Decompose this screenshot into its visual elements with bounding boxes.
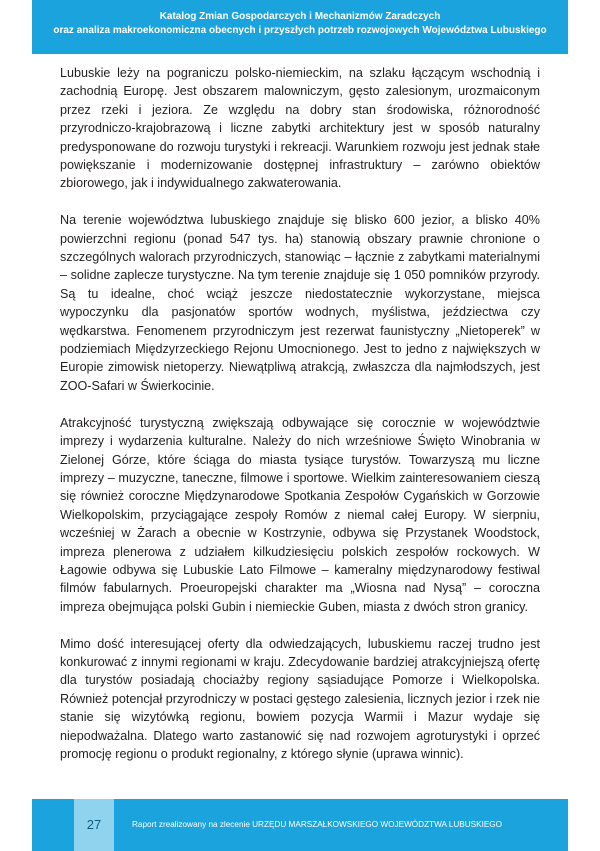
body-text <box>60 64 540 782</box>
paragraph-2: Na terenie województwa lubuskiego znajduje się blisko 600 jezior, a blisko 40% powierzchni regionu (ponad 547 tys. ha) stanowią obszary prawnie chronione o szczególnych walorach przyrodniczych, stanowiąc – łącznie z zabytkami materialnymi – solidne zaplecze turystyczne. Na tym terenie znajduje się 1 050 pomników przyrody. Są tu idealne, choć wciąż jeszcze niedostatecznie wykorzystane, miejsca wypoczynku dla pasjonatów sportów wodnych, myślistwa, jeździectwa czy wędkarstwa. Fenomenem przyrodniczym jest rezerwat faunistyczny „Nietoperek” w podziemiach Międzyrzeckiego Rejonu Umocnionego. Jest to jedno z największych w Europie zimowisk nietoperzy. Niewątpliwą atrakcją, zwłaszcza dla najmłodszych, jest ZOO-Safari w Świerkocinie. <box>60 213 540 393</box>
page-footer <box>32 799 568 851</box>
paragraph-3: Atrakcyjność turystyczną zwiększają odbywające się corocznie w województwie imprezy i wydarzenia kulturalne. Należy do nich wrześniowe Święto Winobrania w Zielonej Górze, które ściąga do miasta tysiące turystów. Towarzyszą mu liczne imprezy – muzyczne, taneczne, filmowe i sportowe. Wielkim zainteresowaniem cieszą się również coroczne Międzynarodowe Spotkania Zespołów Cygańskich w Gorzowie Wielkopolskim, przyciągające zespoły Romów z niemal całej Europy. W sierpniu, wcześniej w Żarach a obecnie w Kostrzynie, odbywa się Przystanek Woodstock, impreza plenerowa z udziałem kilkudziesięciu polskich zespołów rockowych. W Łagowie odbywa się Lubuskie Lato Filmowe – kameralny międzynarodowy festiwal filmów fabularnych. Proeuropejski charakter ma „Wiosna nad Nysą” – coroczna impreza obejmująca polski Gubin i niemieckie Guben, miasta z dwóch stron granicy. <box>60 415 540 614</box>
page-number: 27 <box>74 799 114 851</box>
header-title-line-2: oraz analiza makroekonomiczna obecnych i przyszłych potrzeb rozwojowych Województwa Lubuskiego <box>53 25 547 36</box>
footer-credit: Raport zrealizowany na zlecenie URZĘDU MARSZAŁKOWSKIEGO WOJEWÓDZTWA LUBUSKIEGO <box>132 820 503 829</box>
page-header <box>32 0 568 54</box>
paragraph-1: Lubuskie leży na pograniczu polsko-niemieckim, na szlaku łączącym wschodnią i zachodnią Europę. Jest obszarem malowniczym, gęsto zalesionym, urozmaiconym przez rzeki i jeziora. Ze względu na dobry stan środowiska, różnorodność przyrodniczo-krajobrazową i liczne zabytki architektury jest w sposób naturalny predysponowane do rozwoju turystyki i rekreacji. Warunkiem rozwoju jest jednak stałe powiększanie i modernizowanie dostępnej infrastruktury – zarówno obiektów zbiorowego, jak i indywidualnego zakwaterowania. <box>60 66 540 191</box>
header-title-line-1: Katalog Zmian Gospodarczych i Mechanizmów Zaradczych <box>159 11 441 22</box>
paragraph-4: Mimo dość interesującej oferty dla odwiedzających, lubuskiemu raczej trudno jest konkurować z innymi regionami w kraju. Zdecydowanie bardziej atrakcyjniejszą ofertę dla turystów posiadają chociażby regiony sąsiadujące Pomorze i Wielkopolska. Również potencjał przyrodniczy w postaci gęstego zalesienia, licznych jezior i rzek nie stanie się wizytówką regionu, bowiem pozycja Warmii i Mazur wydaje się niepodważalna. Dlatego warto zastanowić się nad rozwojem agroturystyki i oprzeć promocję regionu o produkt regionalny, z którego słynie (uprawa winnic). <box>60 636 540 761</box>
